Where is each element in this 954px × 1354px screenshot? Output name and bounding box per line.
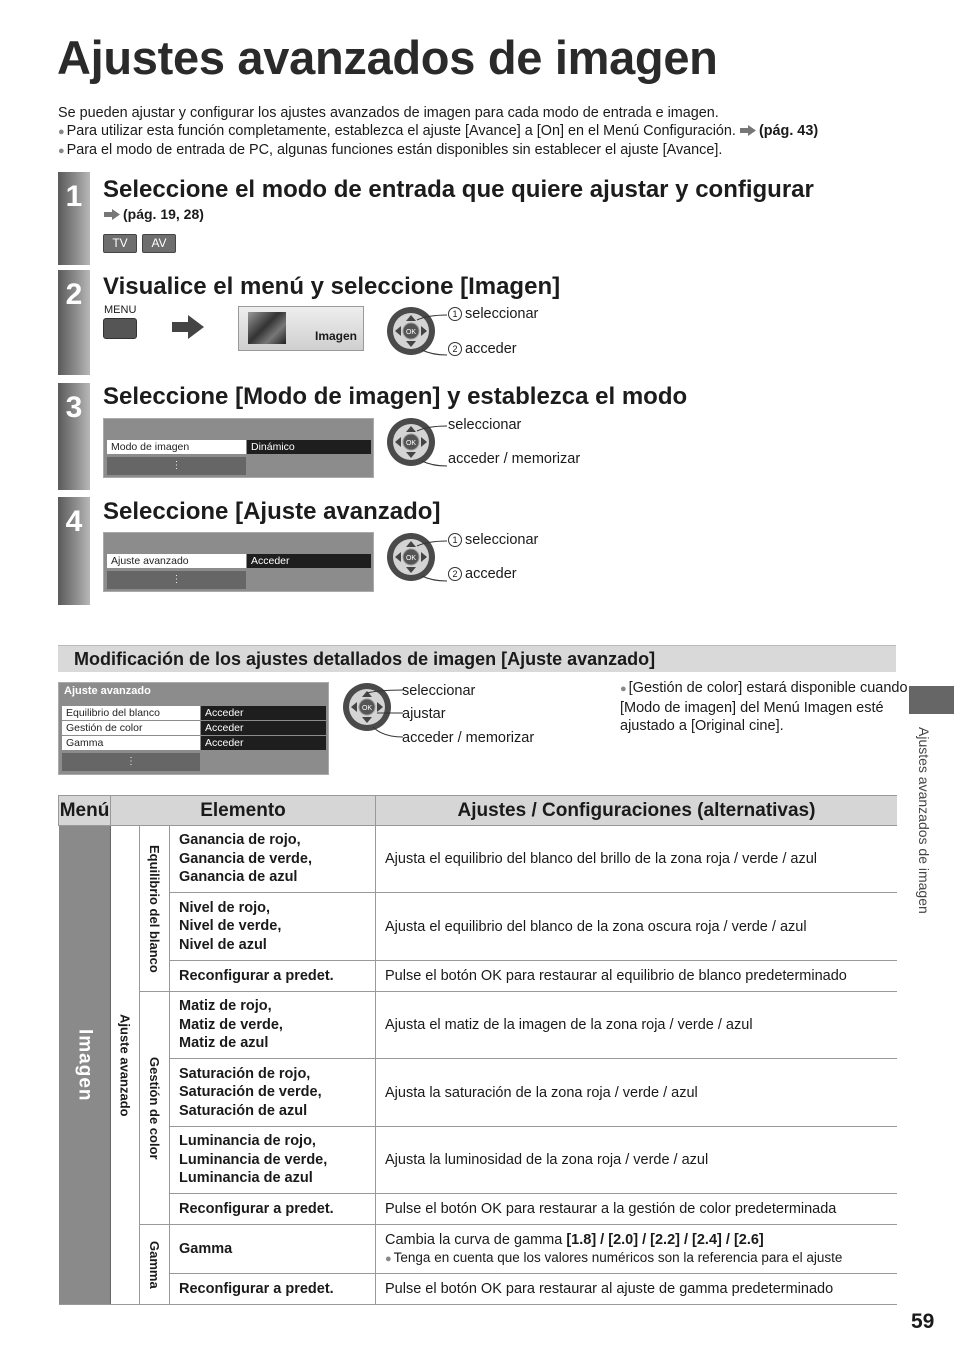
arrow-right-icon (172, 315, 204, 339)
remote-callout-lines (416, 425, 448, 467)
circled-number-2: 2 (448, 342, 462, 356)
advanced-entry-value[interactable]: Acceder (247, 554, 371, 568)
description-cell: Pulse el botón OK para restaurar al equilibrio de blanco predeterminado (376, 961, 898, 992)
subgroup-gamma-label: Gamma (147, 1240, 162, 1289)
element-line: Nivel de verde, (179, 918, 282, 935)
menu-cell (59, 826, 111, 1305)
step-4-select-text: seleccionar (465, 532, 539, 548)
gamma-label: Gamma (62, 736, 200, 750)
element-line: Nivel de azul (179, 936, 267, 953)
step-2-select-text: seleccionar (465, 306, 539, 322)
element-cell (170, 826, 376, 893)
more-items-indicator: ⋮ (107, 571, 246, 589)
step-4-enter-hint (448, 566, 517, 582)
gamma-desc: Cambia la curva de gamma (385, 1231, 563, 1248)
menu-button[interactable] (103, 318, 137, 339)
element-cell (170, 1194, 376, 1225)
element-line: Luminancia de rojo, (179, 1133, 316, 1150)
table-row (59, 1127, 898, 1194)
group-cell (111, 826, 140, 1305)
subgroup-white-balance-label: Equilibrio del blanco (147, 844, 162, 973)
step-number-2: 2 (58, 270, 90, 375)
element-cell (170, 1059, 376, 1127)
circled-number-1: 1 (448, 307, 462, 321)
table-row (59, 992, 898, 1059)
circled-number-1: 1 (448, 533, 462, 547)
intro-bullet-2 (58, 141, 918, 160)
gamma-value[interactable]: Acceder (201, 736, 326, 750)
table-row (59, 1225, 898, 1274)
header-menu: Menú (59, 796, 111, 826)
element-line: Ganancia de verde, (179, 850, 312, 867)
advanced-entry-panel (103, 532, 374, 592)
step-3-select-text: seleccionar (448, 417, 522, 433)
more-items-indicator: ⋮ (62, 753, 200, 771)
intro-bullet-2-text: Para el modo de entrada de PC, algunas funciones están disponibles sin establecer el ajuste [Avance]. (66, 142, 723, 158)
imagen-menu-item[interactable] (238, 306, 364, 351)
description-cell: Ajusta el equilibrio del blanco de la zona oscura roja / verde / azul (376, 893, 898, 961)
page-title: Ajustes avanzados de imagen (57, 31, 718, 84)
element-cell (170, 1225, 376, 1274)
step-number-3: 3 (58, 383, 90, 490)
intro (58, 104, 918, 160)
table-row (59, 893, 898, 961)
element-cell (170, 961, 376, 992)
gamma-values: [1.8] / [2.0] / [2.2] / [2.4] / [2.6] (566, 1231, 764, 1248)
note-text: [Gestión de color] estará disponible cuando [Modo de imagen] del Menú Imagen esté ajustado a [Original cine]. (620, 680, 908, 734)
element-line: Reconfigurar a predet. (179, 967, 334, 984)
step-4-heading: Seleccione [Ajuste avanzado] (103, 498, 441, 525)
description-cell: Ajusta la saturación de la zona roja / verde / azul (376, 1059, 898, 1127)
intro-bullet-1-text: Para utilizar esta función completamente, establezca el ajuste [Avance] a [On] en el Menú Configuración. (66, 123, 736, 139)
bullet-icon: ● (58, 126, 65, 138)
picture-icon (248, 312, 286, 344)
description-cell: Ajusta el equilibrio del blanco del brillo de la zona roja / verde / azul (376, 826, 898, 893)
arrow-right-icon (740, 125, 756, 136)
element-line: Gamma (179, 1240, 233, 1257)
element-line: Saturación de azul (179, 1102, 308, 1119)
element-line: Ganancia de rojo, (179, 832, 301, 849)
element-line: Saturación de verde, (179, 1084, 322, 1101)
table-row (59, 826, 898, 893)
step-3-heading: Seleccione [Modo de imagen] y establezca el modo (103, 383, 688, 410)
element-line: Saturación de rojo, (179, 1065, 311, 1082)
color-management-note (620, 679, 910, 736)
description-cell: Pulse el botón OK para restaurar al ajuste de gamma predeterminado (376, 1274, 898, 1305)
color-management-value[interactable]: Acceder (201, 721, 326, 735)
element-line: Matiz de rojo, (179, 998, 272, 1015)
element-line: Reconfigurar a predet. (179, 1280, 334, 1297)
description-cell: Ajusta la luminosidad de la zona roja / verde / azul (376, 1127, 898, 1194)
element-cell (170, 893, 376, 961)
step-1-heading: Seleccione el modo de entrada que quiere ajustar y configurar (103, 176, 814, 203)
remote-callout-lines (416, 314, 448, 356)
element-line: Luminancia de azul (179, 1170, 313, 1187)
section-title: Modificación de los ajustes detallados de imagen [Ajuste avanzado] (58, 645, 896, 672)
subgroup-color-management-label: Gestión de color (147, 1056, 162, 1160)
side-tab (909, 686, 954, 714)
step-2-enter-hint (448, 341, 517, 357)
group-cell-label: Ajuste avanzado (117, 1013, 133, 1117)
white-balance-label: Equilibrio del blanco (62, 706, 200, 720)
bullet-icon: ● (58, 145, 65, 157)
element-line: Matiz de verde, (179, 1016, 283, 1033)
page-number: 59 (911, 1310, 935, 1333)
subgroup-color-management (140, 992, 170, 1225)
ok-label: OK (405, 555, 417, 562)
advanced-entry-label: Ajuste avanzado (107, 554, 246, 568)
picture-mode-label: Modo de imagen (107, 440, 246, 454)
element-line: Reconfigurar a predet. (179, 1200, 334, 1217)
adv-select-text: seleccionar (402, 683, 476, 699)
description-cell (376, 1225, 898, 1274)
side-section-label: Ajustes avanzados de imagen (916, 727, 932, 914)
step-1-ref (104, 206, 204, 222)
menu-button-label: MENU (104, 304, 137, 316)
header-settings: Ajustes / Configuraciones (alternativas) (376, 796, 898, 826)
arrow-right-icon (104, 209, 120, 220)
adv-adjust-text: ajustar (402, 706, 446, 722)
picture-mode-value[interactable]: Dinámico (247, 440, 371, 454)
step-1-ref-text[interactable]: (pág. 19, 28) (123, 206, 204, 222)
advanced-panel-title: Ajuste avanzado (64, 685, 151, 697)
table-row (59, 1059, 898, 1127)
table-row (59, 961, 898, 992)
table-header-row (59, 796, 898, 826)
element-cell (170, 1127, 376, 1194)
step-number-4: 4 (58, 497, 90, 605)
circled-number-2: 2 (448, 567, 462, 581)
imagen-menu-label: Imagen (314, 329, 357, 343)
table-row (59, 1194, 898, 1225)
more-items-indicator: ⋮ (107, 457, 246, 475)
element-line: Luminancia de verde, (179, 1151, 328, 1168)
element-line: Nivel de rojo, (179, 899, 271, 916)
remote-callout-lines (416, 540, 448, 582)
step-4-select-hint (448, 532, 538, 548)
menu-cell-label: Imagen (74, 1028, 96, 1102)
element-cell (170, 1274, 376, 1305)
bullet-icon: ● (385, 1252, 392, 1265)
description-cell: Ajusta el matiz de la imagen de la zona roja / verde / azul (376, 992, 898, 1059)
settings-table (58, 795, 897, 1305)
element-cell (170, 992, 376, 1059)
advanced-settings-panel (58, 682, 329, 775)
step-2-select-hint (448, 306, 538, 322)
av-tag: AV (142, 234, 176, 253)
intro-bullet-1 (58, 122, 918, 141)
element-line: Ganancia de azul (179, 869, 298, 886)
bullet-icon: ● (620, 683, 627, 695)
description-cell: Pulse el botón OK para restaurar a la gestión de color predeterminada (376, 1194, 898, 1225)
picture-mode-panel (103, 418, 374, 478)
remote-callout-lines (365, 689, 405, 739)
intro-line: Se pueden ajustar y configurar los ajustes avanzados de imagen para cada modo de entrada e imagen. (58, 105, 719, 121)
step-2-enter-text: acceder (465, 341, 517, 357)
adv-enter-text: acceder / memorizar (402, 730, 535, 746)
ok-label: OK (361, 705, 373, 712)
color-management-label: Gestión de color (62, 721, 200, 735)
gamma-note: Tenga en cuenta que los valores numéricos son la referencia para el ajuste (393, 1249, 843, 1265)
tv-tag: TV (103, 234, 137, 253)
subgroup-gamma (140, 1225, 170, 1305)
step-4-enter-text: acceder (465, 566, 517, 582)
intro-ref-link[interactable]: (pág. 43) (758, 123, 819, 139)
ok-label: OK (405, 440, 417, 447)
element-line: Matiz de azul (179, 1035, 269, 1052)
ok-label: OK (405, 329, 417, 336)
step-3-enter-text: acceder / memorizar (448, 451, 581, 467)
table-row (59, 1274, 898, 1305)
step-number-1: 1 (58, 172, 90, 265)
step-2-heading: Visualice el menú y seleccione [Imagen] (103, 273, 561, 300)
header-element: Elemento (111, 796, 376, 826)
white-balance-value[interactable]: Acceder (201, 706, 326, 720)
subgroup-white-balance (140, 826, 170, 992)
